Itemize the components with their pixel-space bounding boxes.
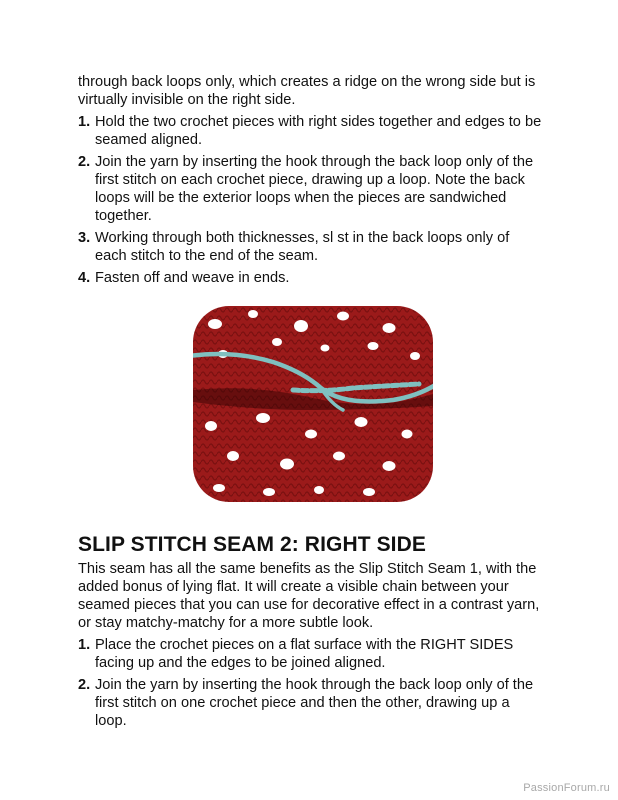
section-1 xyxy=(78,73,544,287)
list-item xyxy=(78,229,544,265)
fabric-hole xyxy=(410,352,420,360)
section-2 xyxy=(78,560,544,730)
fabric-hole xyxy=(337,312,349,321)
section-1-steps xyxy=(78,113,544,287)
section-2-intro: This seam has all the same benefits as the Slip Stitch Seam 1, with the added bonus of lying flat. It will create a visible chain between your seamed pieces that you can use for decorative effect in a contrast yarn, or stay matchy-matchy for a more subtle look. xyxy=(78,561,540,631)
fabric-hole xyxy=(314,486,324,494)
fabric-hole xyxy=(208,319,222,329)
fabric-hole xyxy=(205,421,217,431)
section-heading: SLIP STITCH SEAM 2: RIGHT SIDE xyxy=(78,533,426,556)
fabric-hole xyxy=(256,413,270,423)
step-number: 1. xyxy=(78,114,91,130)
fabric-hole xyxy=(272,338,282,346)
step-text: Hold the two crochet pieces with right sides together and edges to be seamed aligned. xyxy=(95,114,542,148)
step-text: Join the yarn by inserting the hook through the back loop only of the first stitch on one crochet piece and then the other, drawing up a loop. xyxy=(95,677,534,729)
fabric-hole xyxy=(383,461,396,471)
step-text: Fasten off and weave in ends. xyxy=(95,270,290,286)
list-item xyxy=(78,636,544,672)
crochet-seam-image xyxy=(193,306,433,502)
step-number: 1. xyxy=(78,637,91,653)
section-1-intro: through back loops only, which creates a ridge on the wrong side but is virtually invisible on the right side. xyxy=(78,74,536,108)
step-text: Join the yarn by inserting the hook through the back loop only of the first stitch on each crochet piece, drawing up a loop. Note the back loops will be the exterior loops when the pieces are sandwiched together. xyxy=(95,154,534,224)
fabric-hole xyxy=(368,342,379,350)
list-item xyxy=(78,113,544,149)
fabric-hole xyxy=(305,430,317,439)
fabric-hole xyxy=(383,323,396,333)
list-item xyxy=(78,269,544,287)
fabric-hole xyxy=(363,488,375,496)
watermark: PassionForum.ru xyxy=(523,782,610,794)
fabric-hole xyxy=(263,488,275,496)
fabric-hole xyxy=(213,484,225,492)
step-number: 2. xyxy=(78,677,91,693)
step-number: 2. xyxy=(78,154,91,170)
crochet-seam-photo xyxy=(193,306,433,502)
fabric-hole xyxy=(294,320,308,332)
fabric-hole xyxy=(280,459,294,470)
fabric-hole xyxy=(248,310,258,318)
step-text: Working through both thicknesses, sl st in the back loops only of each stitch to the end of the seam. xyxy=(95,230,510,264)
list-item xyxy=(78,153,544,225)
fabric-hole xyxy=(402,430,413,439)
list-item xyxy=(78,676,544,730)
fabric-hole xyxy=(227,451,239,461)
fabric-hole xyxy=(355,417,368,427)
fabric-hole xyxy=(321,345,330,352)
step-number: 4. xyxy=(78,270,91,286)
section-2-steps xyxy=(78,636,544,730)
step-number: 3. xyxy=(78,230,91,246)
fabric-hole xyxy=(333,452,345,461)
step-text: Place the crochet pieces on a flat surface with the RIGHT SIDES facing up and the edges to be joined aligned. xyxy=(95,637,514,671)
